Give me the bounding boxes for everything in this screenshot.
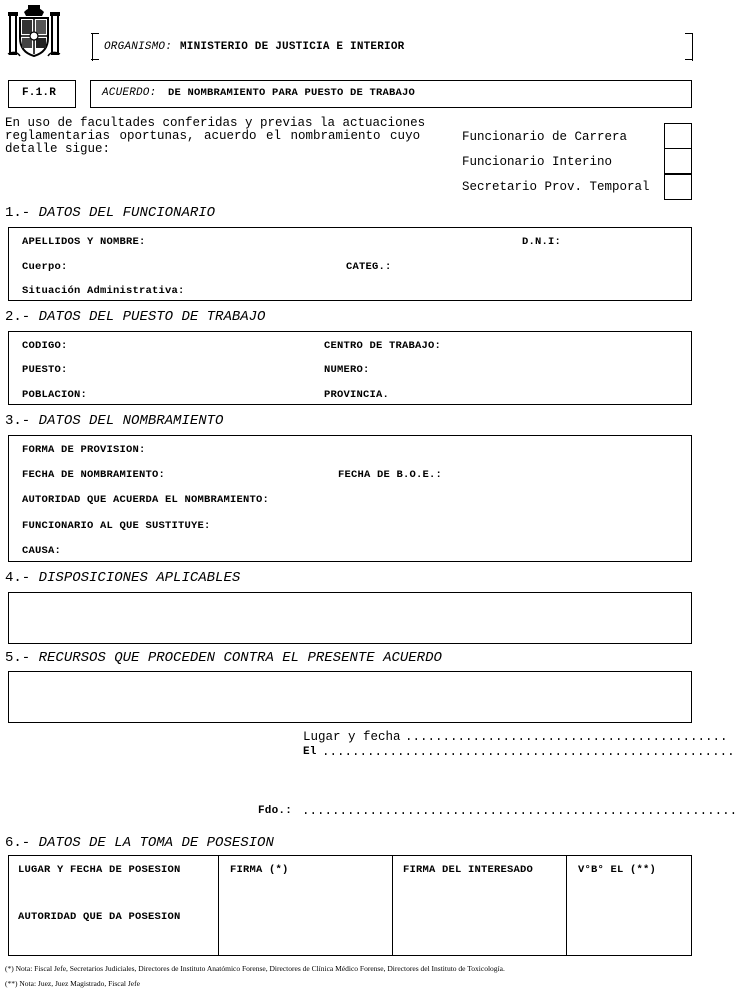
section-6-number: 6.- <box>5 835 31 851</box>
fdo-line[interactable]: .......................................................... <box>302 804 737 818</box>
firma-label: FIRMA (*) <box>230 864 289 876</box>
intro-line-2: reglamentarias oportunas, acuerdo el nombramiento cuyo <box>5 129 421 143</box>
section-6-title: DATOS DE LA TOMA DE POSESION <box>38 835 274 851</box>
apellidos-label: APELLIDOS Y NOMBRE: <box>22 236 146 248</box>
fdo-label: Fdo.: <box>258 805 293 817</box>
section-5-heading <box>5 650 442 666</box>
column-divider <box>218 855 219 956</box>
situacion-label: Situación Administrativa: <box>22 285 185 297</box>
acuerdo-value: DE NOMBRAMIENTO PARA PUESTO DE TRABAJO <box>168 87 416 99</box>
section-1-title: DATOS DEL FUNCIONARIO <box>38 205 216 221</box>
section-3-title: DATOS DEL NOMBRAMIENTO <box>38 413 224 429</box>
option-secretario-prov: Secretario Prov. Temporal <box>462 180 650 194</box>
provincia-label: PROVINCIA. <box>324 389 390 401</box>
intro-line-3: detalle sigue: <box>5 142 111 156</box>
categ-label: CATEG.: <box>346 261 392 273</box>
section-2-number: 2.- <box>5 309 31 325</box>
section-1-heading <box>5 205 215 221</box>
coat-of-arms-emblem <box>6 2 62 60</box>
form-code: F.1.R <box>22 87 57 99</box>
visto-bueno-label: V°B° EL (**) <box>578 864 657 876</box>
section-2-heading <box>5 309 265 325</box>
puesto-label: PUESTO: <box>22 364 68 376</box>
fecha-nombramiento-label: FECHA DE NOMBRAMIENTO: <box>22 469 166 481</box>
lugar-fecha-label: Lugar y fecha <box>303 730 401 744</box>
section-4-title: DISPOSICIONES APLICABLES <box>38 570 241 586</box>
dni-label: D.N.I: <box>522 236 562 248</box>
option-funcionario-interino: Funcionario Interino <box>462 155 613 169</box>
lugar-fecha-posesion-label: LUGAR Y FECHA DE POSESION <box>18 864 181 876</box>
numero-label: NUMERO: <box>324 364 370 376</box>
checkbox-secretario-prov[interactable] <box>664 174 692 200</box>
organismo-value: MINISTERIO DE JUSTICIA E INTERIOR <box>180 41 405 53</box>
poblacion-label: POBLACION: <box>22 389 88 401</box>
organismo-label: ORGANISMO: <box>104 41 173 53</box>
forma-provision-label: FORMA DE PROVISION: <box>22 444 146 456</box>
acuerdo-label: ACUERDO: <box>102 87 157 99</box>
el-line[interactable]: ....................................................... <box>322 745 735 759</box>
firma-interesado-label: FIRMA DEL INTERESADO <box>403 864 534 876</box>
section-4-box[interactable] <box>8 592 692 644</box>
codigo-label: CODIGO: <box>22 340 68 352</box>
autoridad-acuerda-label: AUTORIDAD QUE ACUERDA EL NOMBRAMIENTO: <box>22 494 270 506</box>
section-5-box[interactable] <box>8 671 692 723</box>
section-2-title: DATOS DEL PUESTO DE TRABAJO <box>38 309 266 325</box>
section-1-number: 1.- <box>5 205 31 221</box>
intro-line-1: En uso de facultades conferidas y previas la actuaciones <box>5 116 426 130</box>
column-divider <box>566 855 567 956</box>
footnote-1: (*) Nota: Fiscal Jefe, Secretarios Judiciales, Directores de Instituto Anatómico Forense, Directores de Clínica Médico Forense, Directores del Instituto de Toxicología. <box>5 964 505 973</box>
cuerpo-label: Cuerpo: <box>22 261 68 273</box>
section-4-heading <box>5 570 240 586</box>
autoridad-posesion-label: AUTORIDAD QUE DA POSESION <box>18 911 181 923</box>
section-5-number: 5.- <box>5 650 31 666</box>
footnote-2: (**) Nota: Juez, Juez Magistrado, Fiscal Jefe <box>5 979 140 988</box>
option-funcionario-carrera: Funcionario de Carrera <box>462 130 628 144</box>
centro-label: CENTRO DE TRABAJO: <box>324 340 442 352</box>
section-6-heading <box>5 835 274 851</box>
fecha-boe-label: FECHA DE B.O.E.: <box>338 469 443 481</box>
section-4-number: 4.- <box>5 570 31 586</box>
lugar-fecha-line[interactable]: ........................................... <box>405 730 728 744</box>
checkbox-funcionario-carrera[interactable] <box>664 123 692 149</box>
checkbox-funcionario-interino[interactable] <box>664 148 692 174</box>
column-divider <box>392 855 393 956</box>
funcionario-sustituye-label: FUNCIONARIO AL QUE SUSTITUYE: <box>22 520 211 532</box>
section-3-number: 3.- <box>5 413 31 429</box>
section-5-title: RECURSOS QUE PROCEDEN CONTRA EL PRESENTE ACUERDO <box>38 650 442 666</box>
causa-label: CAUSA: <box>22 545 62 557</box>
el-label: El <box>303 746 317 758</box>
section-3-heading <box>5 413 223 429</box>
